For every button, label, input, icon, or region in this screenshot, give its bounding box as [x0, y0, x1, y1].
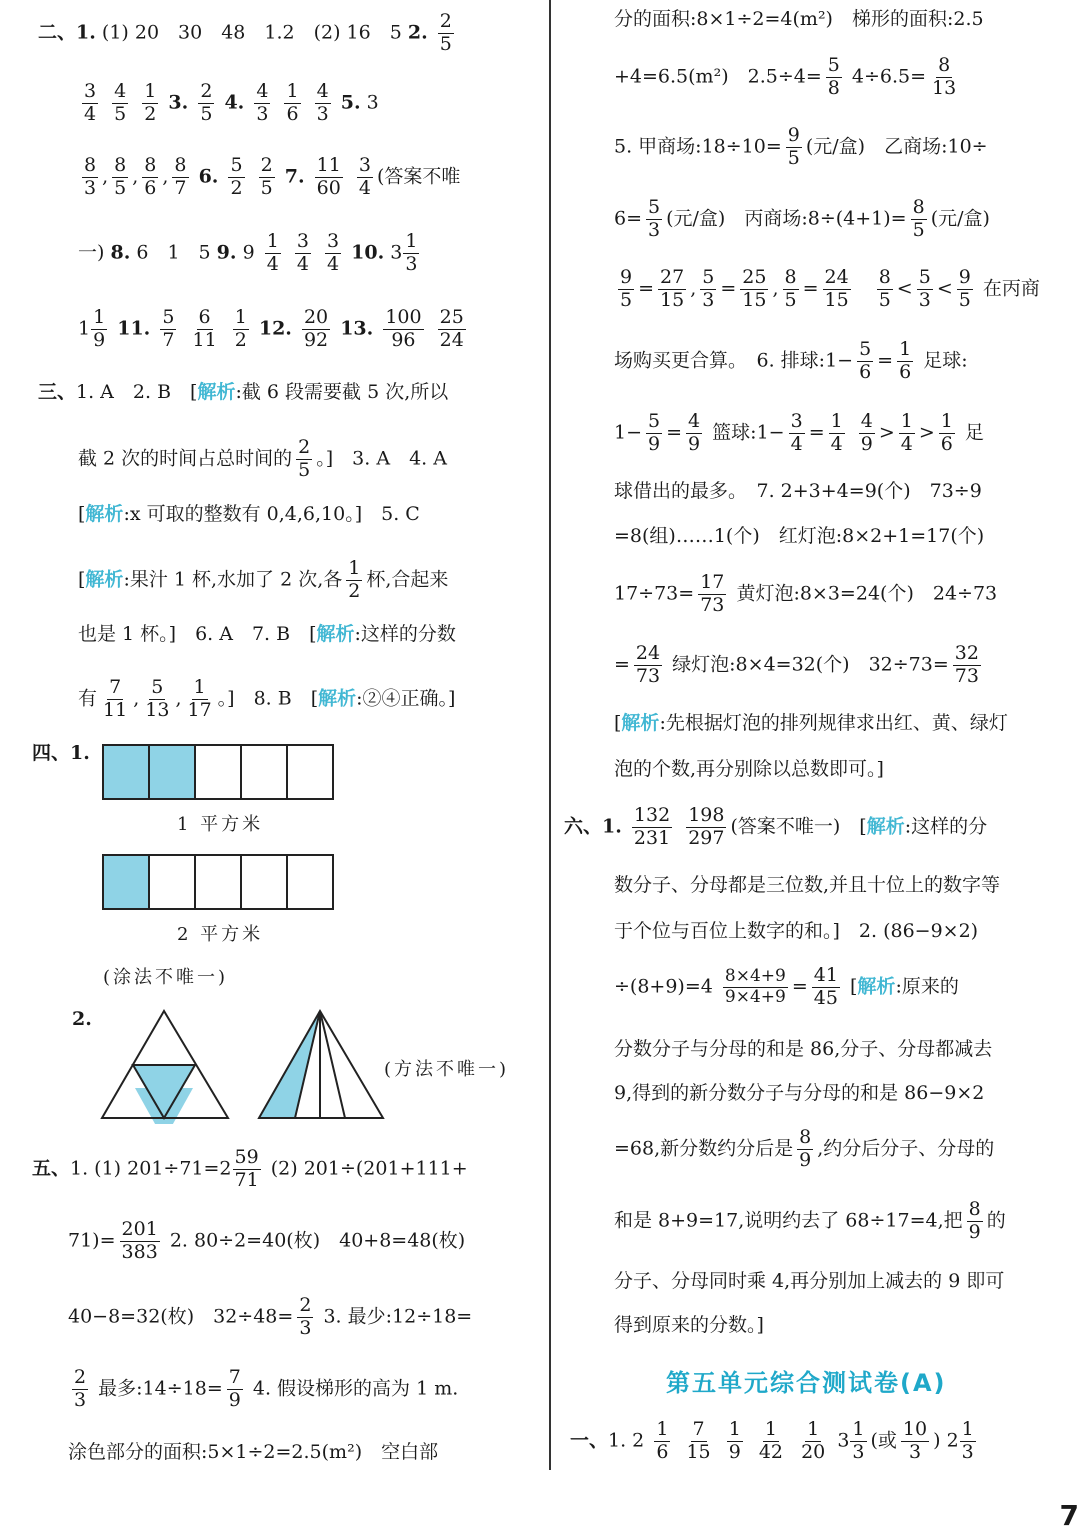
- fraction: $\frac{2}{5}$: [439, 10, 452, 55]
- fraction: $\frac{3}{4}$: [790, 410, 803, 455]
- page-number: 7: [1059, 1499, 1079, 1532]
- section-title: 第五单元综合测试卷(A): [666, 1369, 947, 1397]
- fraction: $\frac{4}{5}$: [114, 80, 127, 125]
- grid-1-square-meter: [100, 742, 336, 804]
- fraction: $\frac{1}{6}$: [899, 338, 912, 383]
- line-3-6: 有 $\frac{7}{11}$ , $\frac{5}{13}$ , $\frac{1}{17}$ 。] 8. B [解析:②④正确。]: [78, 676, 456, 721]
- fraction: $\frac{1}{4}$: [266, 230, 279, 275]
- fraction: $\frac{132}{231}$: [633, 804, 671, 849]
- fraction: $\frac{10}{3}$: [902, 1418, 928, 1463]
- fraction: $\frac{2}{3}$: [299, 1294, 312, 1339]
- line-r18: 分数分子与分母的和是 86,分子、分母都减去: [614, 1038, 993, 1060]
- right-column: [556, 0, 1085, 1536]
- line-r17: ÷(8+9)=4 $\frac{8\times 4+9}{9\times 4+9}$ = $\frac{41}{45}$ [解析:原来的: [614, 964, 959, 1009]
- line-r15: 数分子、分母都是三位数,并且十位上的数字等: [614, 874, 1001, 896]
- fraction: $\frac{1}{9}$: [728, 1418, 741, 1463]
- line-3-4: [解析:果汁 1 杯,水加了 2 次,各 $\frac{1}{2}$ 杯,合起来: [78, 557, 449, 602]
- fraction: $\frac{7}{9}$: [228, 1366, 241, 1411]
- fraction: $\frac{59}{71}$: [234, 1146, 259, 1191]
- line-5-2: 71)= $\frac{201}{383}$ 2. 80÷2=40(枚) 40+8=48(枚): [68, 1218, 466, 1263]
- fraction: $\frac{41}{45}$: [813, 964, 838, 1009]
- fraction: $\frac{5}{8}$: [827, 54, 840, 99]
- fraction: $\frac{3}{4}$: [358, 154, 371, 199]
- fraction: $\frac{8}{5}$: [784, 266, 797, 311]
- line-r9: =8(组)……1(个) 红灯泡:8×2+1=17(个): [614, 525, 985, 547]
- fraction: $\frac{1}{6}$: [656, 1418, 669, 1463]
- line-r19: 9,得到的新分数分子与分母的和是 86−9×2: [614, 1082, 985, 1104]
- fraction: $\frac{8\times 4+9}{9\times 4+9}$: [724, 966, 786, 1007]
- fraction: $\frac{1}{20}$: [801, 1418, 826, 1463]
- fraction: $\frac{9}{5}$: [620, 266, 633, 311]
- line-2-5: 1 $\frac{1}{9}$ 11. $\frac{5}{7}$ $\frac{6}{11}$ $\frac{1}{2}$ 12. $\frac{20}{92}$ 13. $\frac{100}{96}$ $\frac{25}{24}$: [78, 306, 464, 351]
- line-r6: 场购买更合算。 6. 排球:1− $\frac{5}{6}$ = $\frac{1}{6}$ 足球:: [614, 338, 968, 383]
- line-r7: 1− $\frac{5}{9}$ = $\frac{4}{9}$ 篮球:1− $\frac{3}{4}$ = $\frac{1}{4}$ $\frac{4}{9}$ > $\frac{1}{4}$ > $\frac{1}{6}$ 足: [614, 410, 984, 455]
- fraction: $\frac{4}{9}$: [688, 410, 701, 455]
- fraction: $\frac{27}{15}$: [660, 266, 685, 311]
- line-3-5: 也是 1 杯。] 6. A 7. B [解析:这样的分数: [78, 623, 456, 645]
- fraction: $\frac{32}{73}$: [954, 642, 979, 687]
- fraction: $\frac{201}{383}$: [121, 1218, 158, 1263]
- fraction: $\frac{25}{15}$: [742, 266, 767, 311]
- line-3-3: [解析:x 可取的整数有 0,4,6,10。] 5. C: [78, 503, 420, 525]
- line-r22: 分子、分母同时乘 4,再分别加上减去的 9 即可: [614, 1270, 1005, 1292]
- fraction: $\frac{4}{9}$: [860, 410, 873, 455]
- line-r24: 一、1. 2 $\frac{1}{6}$ $\frac{7}{15}$ $\frac{1}{9}$ $\frac{1}{42}$ $\frac{1}{20}$ 3 $\frac{1}{3}$ (或 $\frac{10}{3}$ ) 2 $\frac{1}{3}$: [570, 1418, 974, 1463]
- line-5-4: $\frac{2}{3}$ 最多:14÷18= $\frac{7}{9}$ 4. 假设梯形的高为 1 m.: [74, 1366, 459, 1411]
- shaded-cell: [103, 855, 149, 909]
- line-r10: 17÷73= $\frac{17}{73}$ 黄灯泡:8×3=24(个) 24÷73: [614, 571, 998, 616]
- line-5-5: 涂色部分的面积:5×1÷2=2.5(m²) 空白部: [68, 1441, 439, 1463]
- line-r16: 于个位与百位上数字的和。] 2. (86−9×2): [614, 920, 979, 942]
- fraction: $\frac{1}{4}$: [830, 410, 843, 455]
- line-5-1: 五、1. (1) 201÷71=2 $\frac{59}{71}$ (2) 201÷(201+111+: [32, 1146, 468, 1191]
- line-5-3: 40−8=32(枚) 32÷48= $\frac{2}{3}$ 3. 最少:12÷18=: [68, 1294, 473, 1339]
- fraction: $\frac{8}{9}$: [799, 1126, 812, 1171]
- line-2-1: 二、1. (1) 20 30 48 1.2 (2) 16 5 2. $\frac{2}{5}$: [38, 10, 452, 55]
- column-divider: [549, 0, 551, 1470]
- fraction: $\frac{9}{5}$: [787, 124, 800, 169]
- fraction: $\frac{4}{3}$: [256, 80, 269, 125]
- line-r20: =68,新分数约分后是 $\frac{8}{9}$ ,约分后分子、分母的: [614, 1126, 995, 1171]
- fraction: $\frac{8}{13}$: [932, 54, 957, 99]
- line-r23: 得到原来的分数。]: [614, 1314, 764, 1336]
- line-3-1: 三、1. A 2. B [解析:截 6 段需要截 5 次,所以: [38, 381, 449, 403]
- fraction: $\frac{8}{7}$: [174, 154, 187, 199]
- fraction: $\frac{17}{73}$: [700, 571, 725, 616]
- line-2-4: 一) 8. 6 1 5 9. 9 $\frac{1}{4}$ $\frac{3}{4}$ $\frac{3}{4}$ 10. 3 $\frac{1}{3}$: [78, 230, 418, 275]
- fraction: $\frac{1}{2}$: [348, 557, 361, 602]
- fraction: $\frac{1}{2}$: [144, 80, 157, 125]
- line-r3: 5. 甲商场:18÷10= $\frac{9}{5}$ (元/盒) 乙商场:10÷: [614, 124, 988, 169]
- fraction: $\frac{1}{3}$: [961, 1418, 974, 1463]
- fraction: $\frac{6}{11}$: [192, 306, 217, 351]
- fan-line: [320, 1011, 345, 1118]
- fraction: $\frac{8}{9}$: [968, 1198, 981, 1243]
- fraction: $\frac{11}{60}$: [316, 154, 341, 199]
- fraction: $\frac{1}{3}$: [852, 1418, 865, 1463]
- line-r11: = $\frac{24}{73}$ 绿灯泡:8×4=32(个) 32÷73= $\frac{32}{73}$: [614, 642, 979, 687]
- fraction: $\frac{5}{13}$: [145, 676, 170, 721]
- fraction: $\frac{8}{3}$: [84, 154, 97, 199]
- fraction: $\frac{5}{7}$: [162, 306, 175, 351]
- fraction: $\frac{3}{4}$: [84, 80, 97, 125]
- line-r21: 和是 8+9=17,说明约去了 68÷17=4,把 $\frac{8}{9}$ 的: [614, 1198, 1006, 1243]
- shaded-cell: [149, 745, 195, 799]
- fraction: $\frac{2}{5}$: [298, 436, 311, 481]
- line-r12: [解析:先根据灯泡的排列规律求出红、黄、绿灯: [614, 712, 1008, 734]
- line-r5: $\frac{9}{5}$ = $\frac{27}{15}$ , $\frac{5}{3}$ = $\frac{25}{15}$ , $\frac{8}{5}$ = $\frac{24}{15}$ $\frac{8}{5}$ < $\frac{5}{3}$ < $\frac{9}{5}$ 在丙商: [620, 266, 1040, 311]
- caption-2-square-meter: 2 平方米: [177, 924, 264, 945]
- fraction: $\frac{24}{73}$: [635, 642, 661, 687]
- line-3-2: 截 2 次的时间占总时间的 $\frac{2}{5}$ 。] 3. A 4. A: [78, 436, 447, 481]
- fraction: $\frac{1}{17}$: [187, 676, 212, 721]
- line-r4: 6= $\frac{5}{3}$ (元/盒) 丙商场:8÷(4+1)= $\frac{8}{5}$ (元/盒): [614, 196, 990, 241]
- fraction: $\frac{8}{5}$: [878, 266, 891, 311]
- question-4-2-number: 2.: [72, 1008, 92, 1030]
- fraction: $\frac{1}{9}$: [93, 306, 106, 351]
- fraction: $\frac{2}{3}$: [74, 1366, 87, 1411]
- fraction: $\frac{2}{5}$: [260, 154, 273, 199]
- fraction: $\frac{5}{3}$: [702, 266, 715, 311]
- shaded-cell: [103, 745, 149, 799]
- fraction: $\frac{7}{15}$: [686, 1418, 711, 1463]
- fraction: $\frac{198}{297}$: [688, 804, 725, 849]
- line-r14: 六、1. $\frac{132}{231}$ $\frac{198}{297}$ (答案不唯一) [解析:这样的分: [564, 804, 988, 849]
- fraction: $\frac{1}{6}$: [286, 80, 299, 125]
- fraction: $\frac{24}{15}$: [824, 266, 849, 311]
- line-r2: +4=6.5(m²) 2.5÷4= $\frac{5}{8}$ 4÷6.5= $\frac{8}{13}$: [614, 54, 957, 99]
- fraction: $\frac{9}{5}$: [958, 266, 971, 311]
- fraction: $\frac{1}{6}$: [940, 410, 953, 455]
- line-r1: 分的面积:8×1÷2=4(m²) 梯形的面积:2.5: [614, 8, 984, 30]
- fraction: $\frac{8}{6}$: [144, 154, 157, 199]
- fraction: $\frac{2}{5}$: [200, 80, 213, 125]
- grid-2-square-meter: [100, 852, 336, 914]
- fraction: $\frac{8}{5}$: [912, 196, 925, 241]
- fraction: $\frac{1}{42}$: [758, 1418, 784, 1463]
- fraction: $\frac{5}{3}$: [918, 266, 931, 311]
- fraction: $\frac{5}{3}$: [648, 196, 661, 241]
- line-r8: 球借出的最多。 7. 2+3+4=9(个) 73÷9: [614, 480, 982, 502]
- fraction: $\frac{3}{4}$: [296, 230, 309, 275]
- fraction: $\frac{100}{96}$: [385, 306, 422, 351]
- fraction: $\frac{4}{3}$: [316, 80, 329, 125]
- fraction: $\frac{1}{3}$: [405, 230, 418, 275]
- fraction: $\frac{1}{4}$: [900, 410, 913, 455]
- fraction: $\frac{5}{2}$: [230, 154, 243, 199]
- note-method: (方法不唯一): [384, 1059, 510, 1080]
- line-r13: 泡的个数,再分别除以总数即可。]: [614, 758, 884, 780]
- fraction: $\frac{20}{92}$: [303, 306, 329, 351]
- caption-1-square-meter: 1 平方米: [177, 814, 264, 835]
- fraction: $\frac{7}{11}$: [103, 676, 128, 721]
- line-2-3: $\frac{8}{3}$ , $\frac{8}{5}$ , $\frac{8}{6}$ , $\frac{8}{7}$ 6. $\frac{5}{2}$ $\frac{2}{5}$ 7. $\frac{11}{60}$ $\frac{3}{4}$ (答案不唯: [84, 154, 461, 199]
- fraction: $\frac{25}{24}$: [439, 306, 464, 351]
- line-4-1: 四、1.: [32, 742, 90, 764]
- fraction: $\frac{5}{9}$: [648, 410, 661, 455]
- fraction: $\frac{8}{5}$: [114, 154, 127, 199]
- line-2-2: $\frac{3}{4}$ $\frac{4}{5}$ $\frac{1}{2}$ 3. $\frac{2}{5}$ 4. $\frac{4}{3}$ $\frac{1}{6}$ $\frac{4}{3}$ 5. 3: [84, 80, 379, 125]
- note-shading: (涂法不唯一): [103, 967, 229, 988]
- fraction: $\frac{3}{4}$: [326, 230, 340, 275]
- fraction: $\frac{1}{2}$: [234, 306, 247, 351]
- triangle-figures: [98, 1008, 398, 1124]
- fraction: $\frac{5}{6}$: [859, 338, 872, 383]
